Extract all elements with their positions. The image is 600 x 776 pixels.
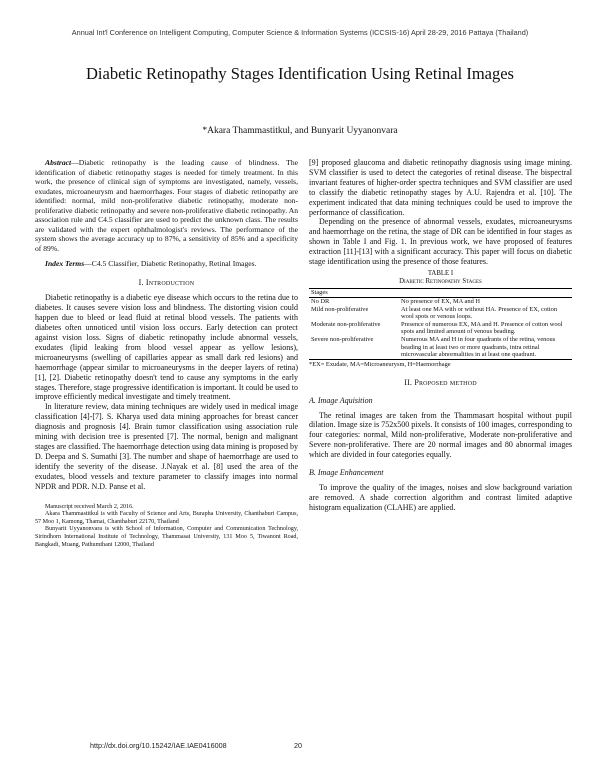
- footnote: Bunyarit Uyyanonvara is with School of Information, Computer and Communication Technology, Sirindhorn International Institute of Technology, Thammasat University, 131 Moo 5, Tiwanont Road, Bangkadi, Muang, Pathumthani 12000, Thailand: [35, 526, 298, 548]
- doi-link[interactable]: http://dx.doi.org/10.15242/IAE.IAE0416008: [90, 741, 227, 750]
- intro-paragraph: In literature review, data mining techniques are widely used in medical image classification [4]-[7]. S. Kharya used data mining approaches for breast cancer diagnosis and prognosis [4]. Brain tumor classification using association rule mining with decision tree is presented [7]. The normal, benign and malignant stages are classified. The haemorrhage detection using data mining is proposed by D. Deepa and S. Sumathi [3]. The number and shape of haemorrhage are used to identify the severity of the disease. J.Nayak et al. [8] used the area of the exudates, blood vessels and texture parameter to classify images into normal NPDR and PDR. N.D. Panse et al.: [35, 402, 298, 491]
- table-row: [309, 306, 572, 321]
- table-cell-desc: Numerous MA and H in four quadrants of the retina, venous beading in at least two or more quadrants, intra retinal microvascular abnormalities in at least one quadrant.: [399, 336, 572, 359]
- table-row: [309, 321, 572, 336]
- page-number: 20: [294, 741, 302, 750]
- conference-header: Annual Int'l Conference on Intelligent Computing, Computer Science & Information Systems (ICCSIS-16) April 28-29, 2016 Pattaya (Thailand): [71, 28, 529, 37]
- subsection-heading-enhancement: B. Image Enhancement: [309, 468, 384, 478]
- table-caption: Diabetic Retinopathy Stages: [399, 278, 482, 286]
- table-row: [309, 336, 572, 359]
- subsection-heading-acquisition: A. Image Aquisition: [309, 395, 373, 405]
- table-cell-stage: Mild non-proliferative: [311, 305, 369, 313]
- footnotes: [35, 504, 298, 550]
- body-paragraph: Depending on the presence of abnormal vessels, exudates, microaneurysms and haemorrhage on the retina, the stage of DR can be identified in four stages as shown in Table I and Fig. 1. In previous work, we have proposed of features extraction [11]-[13] with a significant accuracy. This paper will focus on diabetic stage identification using the presence of those features.: [309, 217, 572, 267]
- footnote: Akara Thammastitkul is with Faculty of Science and Arts, Burapha University, Chanthaburi Campus, 57 Moo 1, Kamong, Thamai, Chanthaburi 22170, Thailand: [35, 511, 298, 525]
- abstract: [35, 158, 298, 253]
- intro-paragraph: Diabetic retinopathy is a diabetic eye disease which occurs to the retina due to diabetes. It causes severe vision loss and blindness. The distorting vision could happen due to bleed or lead fluid at retinal blood vessels. The patients with diabetes often unnoticed until vision loss occurs. Early detection can protect against vision loss. Signs of diabetic retinopathy include abnormal vessels, exudates (lipid leaking from blood vessel appear as yellow lesions), microaneurysms (swelling of capillaries appear as small dark red lesions) and haemorrhage (appear similar to microaneurysms in the deeper layers of retina) [1], [2]. Diabetic retinopathy doesn't tend to cause any symptoms in the early stages. Therefore, stage progressive identification is important. It could be used to improve efficiently medical investigate and timely treatment.: [35, 293, 298, 402]
- table-cell-desc: At least one MA with or without HA. Presence of EX, cotton wool spots or venous loops.: [401, 305, 558, 321]
- abstract-text: —Diabetic retinopathy is the leading cause of blindness. The identification of diabetic retinopathy stages is needed for timely treatment. In this work, the presence of clinical sign of symptoms are investigated, namely, vessels, exudates, microaneurysm and haemorrhages. Four stages of diabetic retinopathy are identified: normal, mild non-proliferative diabetic retinopathy, moderate non-proliferative diabetic retinopathy and severe non-proliferative diabetic retinopathy. An association rule and C4.5 classifier are used to predict the unknown class. The results are validated with the expert ophthalmologist's reviews. The performance of the system shows the average accuracy up to 87%, a sensitivity of 85% and a specificity of 89%.: [35, 158, 298, 253]
- table-cell-stage: Severe non-proliferative: [309, 336, 399, 359]
- table-row: [309, 297, 572, 305]
- abstract-lead: Abstract: [45, 158, 72, 167]
- table-cell-desc: No presence of EX, MA and H: [401, 297, 480, 305]
- body-paragraph: [9] proposed glaucoma and diabetic retinopathy diagnosis using image mining. SVM classifier is used to detect the categories of retinal disease. The bispectral invariant features of higher-order spectra techniques and SVM classifier are used to classify the diabetic retinopathy stages by A.U. Rajendra et al. [10]. The experiment indicated that data mining techniques could be used to improve the performance of classification.: [309, 158, 572, 217]
- section-heading-introduction: I. Introduction: [138, 277, 195, 287]
- table-note: *EX= Exudate, MA=Microaneurysm, H=Haemorrhage: [309, 360, 451, 368]
- table-header-stages: Stages: [309, 289, 572, 298]
- right-column: [309, 158, 572, 513]
- index-terms-text: —C4.5 Classifier, Diabetic Retinopathy, Retinal Images.: [84, 259, 257, 268]
- index-terms-lead: Index Terms: [45, 259, 85, 268]
- table-cell-stage: Moderate non-proliferative: [311, 320, 381, 328]
- acquisition-paragraph: The retinal images are taken from the Thammasart hospital without pupil dilation. Image size is 752x500 pixels. It consists of 100 images, corresponding to four categories: normal, Mild non-proliferative, Moderate non-proliferative and Severe non-proliferative. There are 20 normal images and 80 abnormal images which are divided in four categories equally.: [309, 410, 572, 460]
- stages-table: [309, 288, 572, 359]
- footnote: Manuscript received March 2, 2016.: [45, 503, 134, 510]
- enhancement-paragraph: To improve the quality of the images, noises and slow background variation are removed. A shade correction algorithm and contrast limited adaptive histogram equalization (CLAHE) are applied.: [309, 482, 572, 512]
- table-cell-stage: No DR: [311, 297, 330, 305]
- section-heading-proposed-method: II. Proposed method: [404, 377, 477, 387]
- index-terms: [35, 259, 298, 269]
- left-column: [35, 158, 298, 549]
- author-line: *Akara Thammastitkul, and Bunyarit Uyyanonvara: [202, 126, 398, 136]
- table-label: TABLE I: [427, 269, 454, 277]
- table-cell-desc: Presence of numerous EX, MA and H. Presence of cotton wool spots and limited amount of venous beading.: [401, 320, 563, 336]
- paper-title: Diabetic Retinopathy Stages Identification Using Retinal Images: [86, 64, 514, 83]
